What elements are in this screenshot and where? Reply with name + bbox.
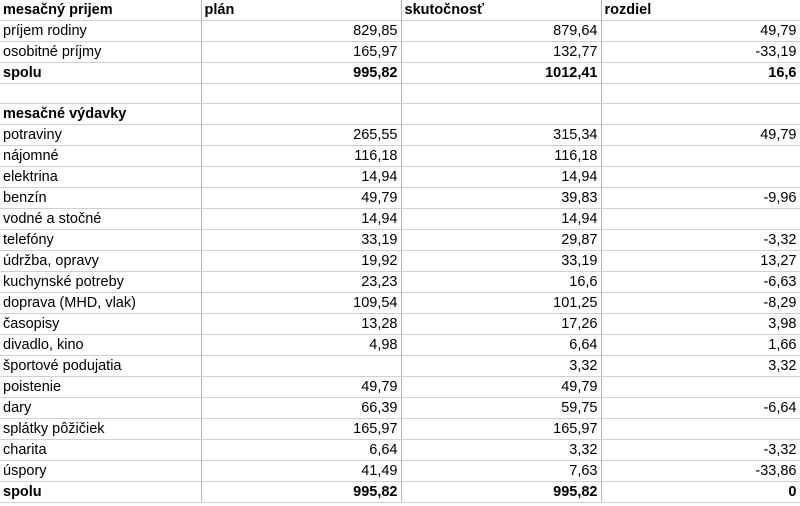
difference-cell[interactable]: -3,32 [601, 230, 800, 251]
label-cell[interactable]: charita [0, 440, 201, 461]
expense-row [0, 419, 800, 440]
actual-cell[interactable]: 29,87 [401, 230, 601, 251]
actual-cell[interactable]: 6,64 [401, 335, 601, 356]
label-cell[interactable]: príjem rodiny [0, 21, 201, 42]
empty-cell[interactable] [201, 104, 401, 125]
plan-cell[interactable]: 995,82 [201, 63, 401, 84]
expense-row [0, 356, 800, 377]
label-cell[interactable]: nájomné [0, 146, 201, 167]
difference-cell[interactable]: -6,64 [601, 398, 800, 419]
expenses-total-row [0, 482, 800, 503]
label-cell[interactable]: telefóny [0, 230, 201, 251]
difference-cell[interactable]: -8,29 [601, 293, 800, 314]
difference-cell[interactable]: 0 [601, 482, 800, 503]
plan-cell[interactable]: 995,82 [201, 482, 401, 503]
expense-row [0, 209, 800, 230]
plan-cell[interactable]: 829,85 [201, 21, 401, 42]
expense-row [0, 377, 800, 398]
expense-row [0, 125, 800, 146]
plan-cell[interactable]: 6,64 [201, 440, 401, 461]
income-row [0, 21, 800, 42]
actual-cell[interactable]: 7,63 [401, 461, 601, 482]
empty-cell[interactable] [601, 104, 800, 125]
difference-cell[interactable]: 3,32 [601, 356, 800, 377]
label-cell[interactable]: divadlo, kino [0, 335, 201, 356]
actual-cell[interactable]: 1012,41 [401, 63, 601, 84]
empty-cell[interactable] [401, 84, 601, 104]
label-cell[interactable]: časopisy [0, 314, 201, 335]
income-total-row [0, 63, 800, 84]
plan-column-header[interactable]: plán [201, 0, 401, 21]
expense-row [0, 293, 800, 314]
difference-cell[interactable] [601, 146, 800, 167]
difference-cell[interactable]: 16,6 [601, 63, 800, 84]
empty-cell[interactable] [201, 84, 401, 104]
difference-cell[interactable] [601, 419, 800, 440]
expense-row [0, 314, 800, 335]
label-cell[interactable]: osobitné príjmy [0, 42, 201, 63]
label-cell[interactable]: benzín [0, 188, 201, 209]
difference-cell[interactable]: -33,19 [601, 42, 800, 63]
plan-cell[interactable]: 19,92 [201, 251, 401, 272]
plan-cell[interactable]: 14,94 [201, 167, 401, 188]
label-cell[interactable]: elektrina [0, 167, 201, 188]
difference-cell[interactable] [601, 377, 800, 398]
label-cell[interactable]: doprava (MHD, vlak) [0, 293, 201, 314]
actual-cell[interactable]: 17,26 [401, 314, 601, 335]
plan-cell[interactable]: 49,79 [201, 188, 401, 209]
actual-column-header[interactable]: skutočnosť [401, 0, 601, 21]
plan-cell[interactable]: 116,18 [201, 146, 401, 167]
difference-column-header[interactable]: rozdiel [601, 0, 800, 21]
empty-cell[interactable] [0, 84, 201, 104]
empty-cell[interactable] [401, 104, 601, 125]
actual-cell[interactable]: 315,34 [401, 125, 601, 146]
income-row [0, 42, 800, 63]
actual-cell[interactable]: 16,6 [401, 272, 601, 293]
difference-cell[interactable]: 13,27 [601, 251, 800, 272]
label-cell[interactable]: splátky pôžičiek [0, 419, 201, 440]
actual-cell[interactable]: 165,97 [401, 419, 601, 440]
difference-cell[interactable]: 49,79 [601, 21, 800, 42]
label-cell[interactable]: spolu [0, 482, 201, 503]
label-cell[interactable]: poistenie [0, 377, 201, 398]
plan-cell[interactable]: 165,97 [201, 419, 401, 440]
label-cell[interactable]: úspory [0, 461, 201, 482]
difference-cell[interactable]: 1,66 [601, 335, 800, 356]
label-cell[interactable]: spolu [0, 63, 201, 84]
plan-cell[interactable]: 14,94 [201, 209, 401, 230]
expense-row [0, 335, 800, 356]
plan-cell[interactable]: 41,49 [201, 461, 401, 482]
plan-cell[interactable]: 66,39 [201, 398, 401, 419]
difference-cell[interactable] [601, 209, 800, 230]
label-cell[interactable]: potraviny [0, 125, 201, 146]
difference-cell[interactable]: 49,79 [601, 125, 800, 146]
label-cell[interactable]: športové podujatia [0, 356, 201, 377]
plan-cell[interactable]: 4,98 [201, 335, 401, 356]
expenses-header-label[interactable]: mesačné výdavky [0, 104, 201, 125]
expense-row [0, 272, 800, 293]
actual-cell[interactable]: 39,83 [401, 188, 601, 209]
income-header-label[interactable]: mesačný prijem [0, 0, 201, 21]
actual-cell[interactable]: 879,64 [401, 21, 601, 42]
difference-cell[interactable]: -3,32 [601, 440, 800, 461]
label-cell[interactable]: dary [0, 398, 201, 419]
actual-cell[interactable]: 49,79 [401, 377, 601, 398]
label-cell[interactable]: údržba, opravy [0, 251, 201, 272]
plan-cell[interactable]: 109,54 [201, 293, 401, 314]
actual-cell[interactable]: 59,75 [401, 398, 601, 419]
expense-row [0, 461, 800, 482]
expense-row [0, 230, 800, 251]
difference-cell[interactable]: 3,98 [601, 314, 800, 335]
difference-cell[interactable]: -33,86 [601, 461, 800, 482]
actual-cell[interactable]: 14,94 [401, 167, 601, 188]
difference-cell[interactable]: -6,63 [601, 272, 800, 293]
difference-cell[interactable] [601, 167, 800, 188]
actual-cell[interactable]: 33,19 [401, 251, 601, 272]
label-cell[interactable]: vodné a stočné [0, 209, 201, 230]
empty-cell[interactable] [601, 84, 800, 104]
actual-cell[interactable]: 3,32 [401, 356, 601, 377]
label-cell[interactable]: kuchynské potreby [0, 272, 201, 293]
actual-cell[interactable]: 3,32 [401, 440, 601, 461]
actual-cell[interactable]: 101,25 [401, 293, 601, 314]
actual-cell[interactable]: 995,82 [401, 482, 601, 503]
plan-cell[interactable]: 33,19 [201, 230, 401, 251]
actual-cell[interactable]: 132,77 [401, 42, 601, 63]
difference-cell[interactable]: -9,96 [601, 188, 800, 209]
expense-row [0, 440, 800, 461]
blank-row [0, 84, 800, 104]
actual-cell[interactable]: 14,94 [401, 209, 601, 230]
expense-row [0, 146, 800, 167]
plan-cell[interactable] [201, 356, 401, 377]
plan-cell[interactable]: 49,79 [201, 377, 401, 398]
actual-cell[interactable]: 116,18 [401, 146, 601, 167]
expense-row [0, 167, 800, 188]
income-header-row [0, 0, 800, 21]
plan-cell[interactable]: 23,23 [201, 272, 401, 293]
plan-cell[interactable]: 265,55 [201, 125, 401, 146]
expense-row [0, 398, 800, 419]
expenses-header-row [0, 104, 800, 125]
expense-row [0, 251, 800, 272]
expense-row [0, 188, 800, 209]
plan-cell[interactable]: 13,28 [201, 314, 401, 335]
plan-cell[interactable]: 165,97 [201, 42, 401, 63]
